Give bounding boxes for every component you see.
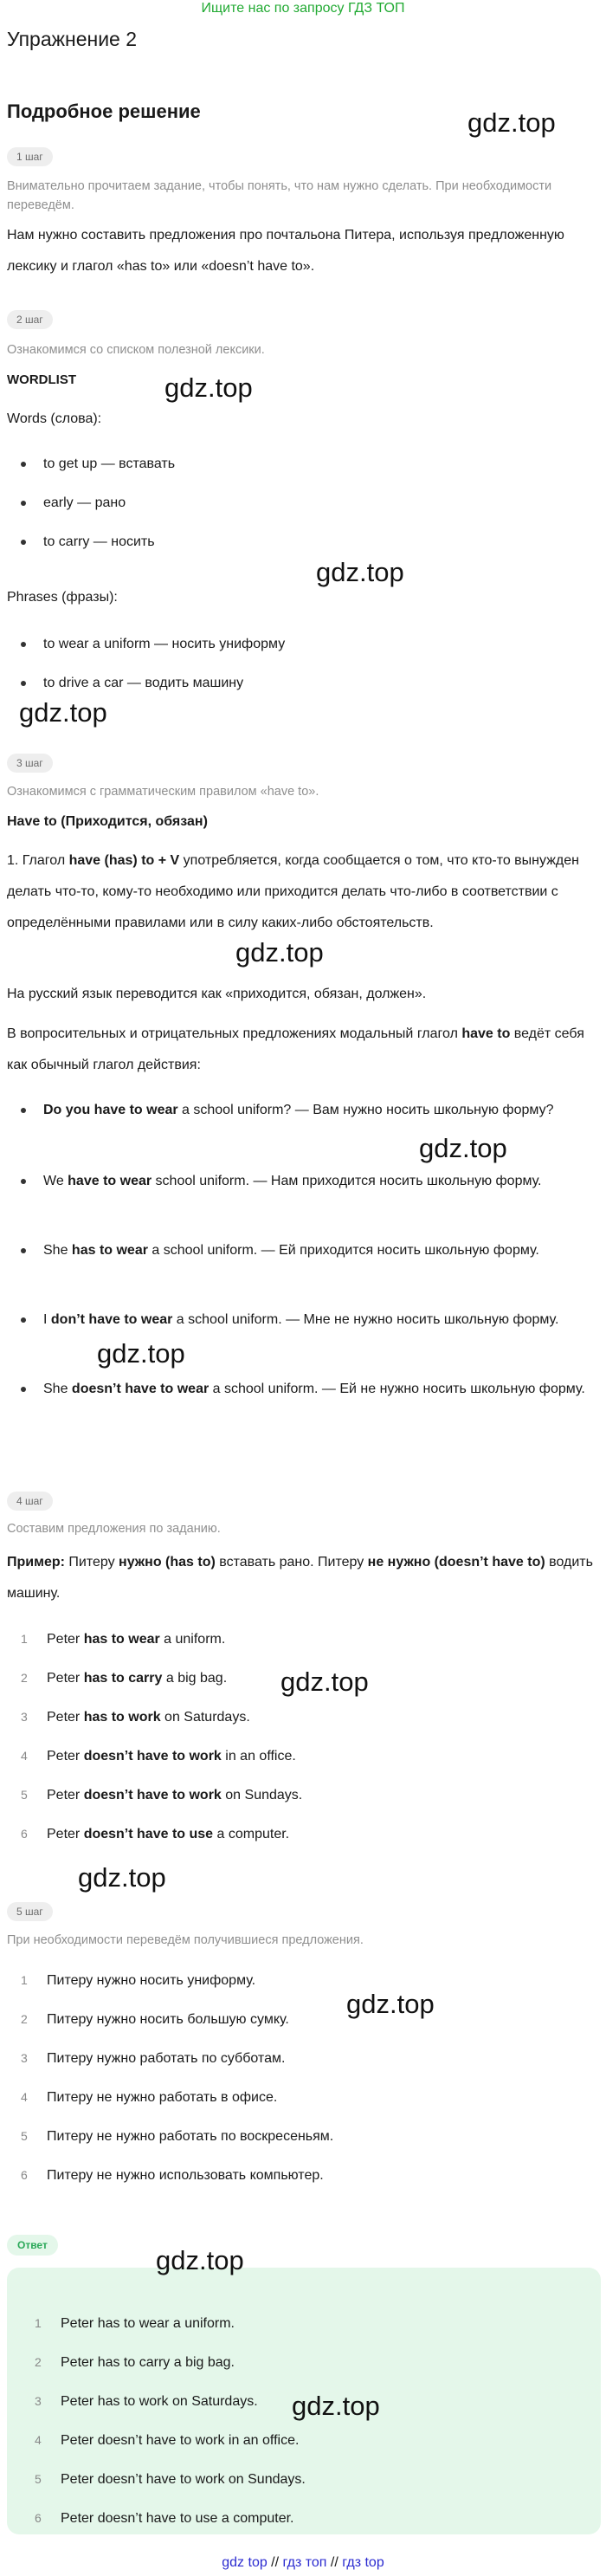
watermark: gdz.top: [292, 2391, 380, 2421]
step-badge: 1 шаг: [7, 147, 53, 166]
step-note: При необходимости переведём получившиеся предложения.: [7, 1933, 364, 1947]
rule-heading: Have to (Приходится, обязан): [7, 814, 208, 829]
modal-text: В вопросительных и отрицательных предложениях модальный глагол have to ведёт себя как обычный глагол действия:: [7, 1026, 584, 1072]
list-item: 1 Peter has to wear a uniform.: [21, 1632, 226, 1647]
answer-item: 5 Peter doesn’t have to work on Sundays.: [35, 2472, 306, 2487]
watermark: gdz.top: [467, 107, 556, 138]
list-item: 5 Питеру не нужно работать по воскресеньям.: [21, 2129, 334, 2144]
list-item: 2 Peter has to carry a big bag.: [21, 1671, 228, 1686]
section-title: Подробное решение: [7, 100, 201, 122]
footer-separator: //: [326, 2555, 343, 2570]
list-item: 2 Питеру нужно носить большую сумку.: [21, 2012, 289, 2027]
list-item: 6 Питеру не нужно использовать компьютер.: [21, 2168, 324, 2183]
watermark: gdz.top: [78, 1862, 166, 1893]
list-item: 3 Питеру нужно работать по субботам.: [21, 2051, 286, 2066]
phrases-label: Phrases (фразы):: [7, 590, 118, 605]
step-note: Ознакомимся со списком полезной лексики.: [7, 343, 265, 357]
watermark: gdz.top: [156, 2245, 244, 2275]
answer-item: 2 Peter has to carry a big bag.: [35, 2355, 235, 2370]
step-note: Внимательно прочитаем задание, чтобы понять, что нам нужно сделать. При необходимости переведём.: [7, 179, 552, 212]
answer-item: 1 Peter has to wear a uniform.: [35, 2316, 235, 2331]
watermark: gdz.top: [235, 937, 324, 968]
top-search-link[interactable]: Ищите нас по запросу ГДЗ ТОП: [201, 1, 405, 16]
list-item: to wear a uniform — носить униформу: [21, 629, 597, 660]
page-title: Упражнение 2: [7, 28, 138, 50]
list-item: early — рано: [21, 488, 597, 519]
list-item: 5 Peter doesn’t have to work on Sundays.: [21, 1788, 303, 1803]
list-item: 4 Peter doesn’t have to work in an office.: [21, 1749, 296, 1764]
footer-link[interactable]: gdz top: [222, 2555, 268, 2570]
example-item: She has to wear a school uniform. — Ей приходится носить школьную форму.: [21, 1235, 597, 1266]
list-item: to get up — вставать: [21, 449, 597, 480]
example-item: I don’t have to wear a school uniform. — Мне не нужно носить школьную форму.: [21, 1304, 597, 1336]
step-badge: 5 шаг: [7, 1902, 53, 1921]
watermark: gdz.top: [97, 1338, 185, 1369]
example-item: We have to wear school uniform. — Нам приходится носить школьную форму.: [21, 1166, 597, 1197]
watermark: gdz.top: [164, 372, 253, 403]
translation-text: На русский язык переводится как «приходится, обязан, должен».: [7, 987, 427, 1001]
list-item: to drive a car — водить машину: [21, 668, 597, 699]
step-badge: 2 шаг: [7, 310, 53, 329]
list-item: 1 Питеру нужно носить униформу.: [21, 1973, 256, 1988]
words-label: Words (слова):: [7, 411, 102, 426]
example-text: Пример: Питеру нужно (has to) вставать рано. Питеру не нужно (doesn’t have to) водить машину.: [7, 1555, 593, 1601]
footer-link[interactable]: гдз топ: [282, 2555, 327, 2570]
example-item: She doesn’t have to wear a school uniform. — Ей не нужно носить школьную форму.: [21, 1374, 597, 1405]
step-text: Нам нужно составить предложения про почтальона Питера, используя предложенную лексику и глагол «has to» или «doesn’t have to».: [7, 228, 564, 274]
footer-separator: //: [267, 2555, 283, 2570]
list-item: 4 Питеру не нужно работать в офисе.: [21, 2090, 278, 2105]
answer-item: 6 Peter doesn’t have to use a computer.: [35, 2511, 294, 2526]
step-badge: 4 шаг: [7, 1492, 53, 1511]
answer-item: 4 Peter doesn’t have to work in an office.: [35, 2433, 300, 2448]
wordlist-heading: WORDLIST: [7, 372, 76, 387]
step-note: Ознакомимся с грамматическим правилом «have to».: [7, 785, 319, 799]
list-item: 6 Peter doesn’t have to use a computer.: [21, 1827, 290, 1841]
rule-text: 1. Глагол have (has) to + V употребляется, когда сообщается о том, что кто-то вынужден делать что-то, кому-то необходимо или приходится делать что-либо в соответствии с определёнными правилами или в силу каких-либо обстоятельств.: [7, 853, 579, 930]
footer-links: [0, 2555, 606, 2571]
watermark: gdz.top: [419, 1133, 507, 1163]
example-item: Do you have to wear a school uniform? — Вам нужно носить школьную форму?: [21, 1095, 597, 1126]
list-item: 3 Peter has to work on Saturdays.: [21, 1710, 250, 1725]
step-badge: 3 шаг: [7, 754, 53, 773]
list-item: to carry — носить: [21, 527, 597, 558]
watermark: gdz.top: [280, 1667, 369, 1697]
footer-link[interactable]: гдз top: [342, 2555, 384, 2570]
answer-item: 3 Peter has to work on Saturdays.: [35, 2394, 258, 2409]
watermark: gdz.top: [346, 1989, 435, 2019]
step-note: Составим предложения по заданию.: [7, 1522, 221, 1536]
answer-badge: Ответ: [7, 2235, 58, 2256]
watermark: gdz.top: [19, 697, 107, 728]
watermark: gdz.top: [316, 557, 404, 587]
